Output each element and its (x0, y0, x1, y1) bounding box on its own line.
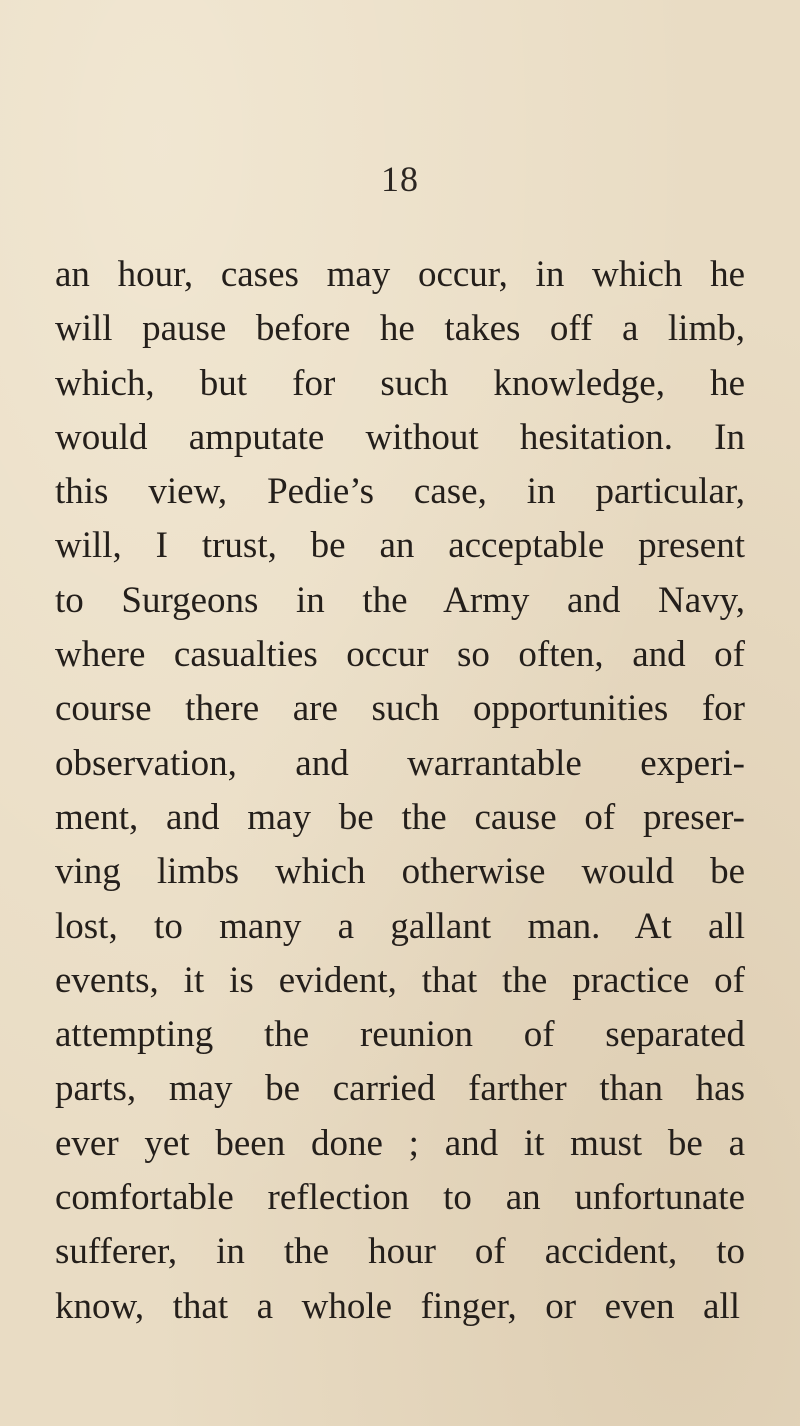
text-line: to Surgeons in the Army and Navy, (55, 579, 745, 621)
text-line: this view, Pedie’s case, in particular, (55, 471, 745, 513)
text-line: parts, may be carried farther than has (55, 1068, 745, 1110)
text-line: an hour, cases may occur, in which he (55, 254, 745, 295)
text-line: which, but for such knowledge, he (55, 362, 745, 404)
text-line: comfortable reflection to an unfortunate (55, 1177, 745, 1219)
text-line: sufferer, in the hour of accident, to (55, 1231, 745, 1273)
text-line: will pause before he takes off a limb, (55, 308, 745, 350)
text-line: ment, and may be the cause of preser- (55, 796, 745, 838)
text-line: ever yet been done ; and it must be a (55, 1122, 745, 1164)
text-line: observation, and warrantable experi- (55, 742, 745, 784)
text-line: will, I trust, be an acceptable present (55, 525, 745, 567)
text-line: know, that a whole finger, or even all (55, 1285, 740, 1327)
text-line: would amputate without hesitation. In (55, 416, 745, 458)
text-line: where casualties occur so often, and of (55, 634, 745, 676)
text-line: lost, to many a gallant man. At all (55, 905, 745, 947)
text-line: events, it is evident, that the practice of (55, 959, 745, 1001)
text-line: attempting the reunion of separated (55, 1014, 745, 1056)
page-number: 18 (381, 159, 419, 199)
body-text (55, 248, 745, 1334)
text-line: course there are such opportunities for (55, 688, 745, 730)
text-line: ving limbs which otherwise would be (55, 851, 745, 893)
